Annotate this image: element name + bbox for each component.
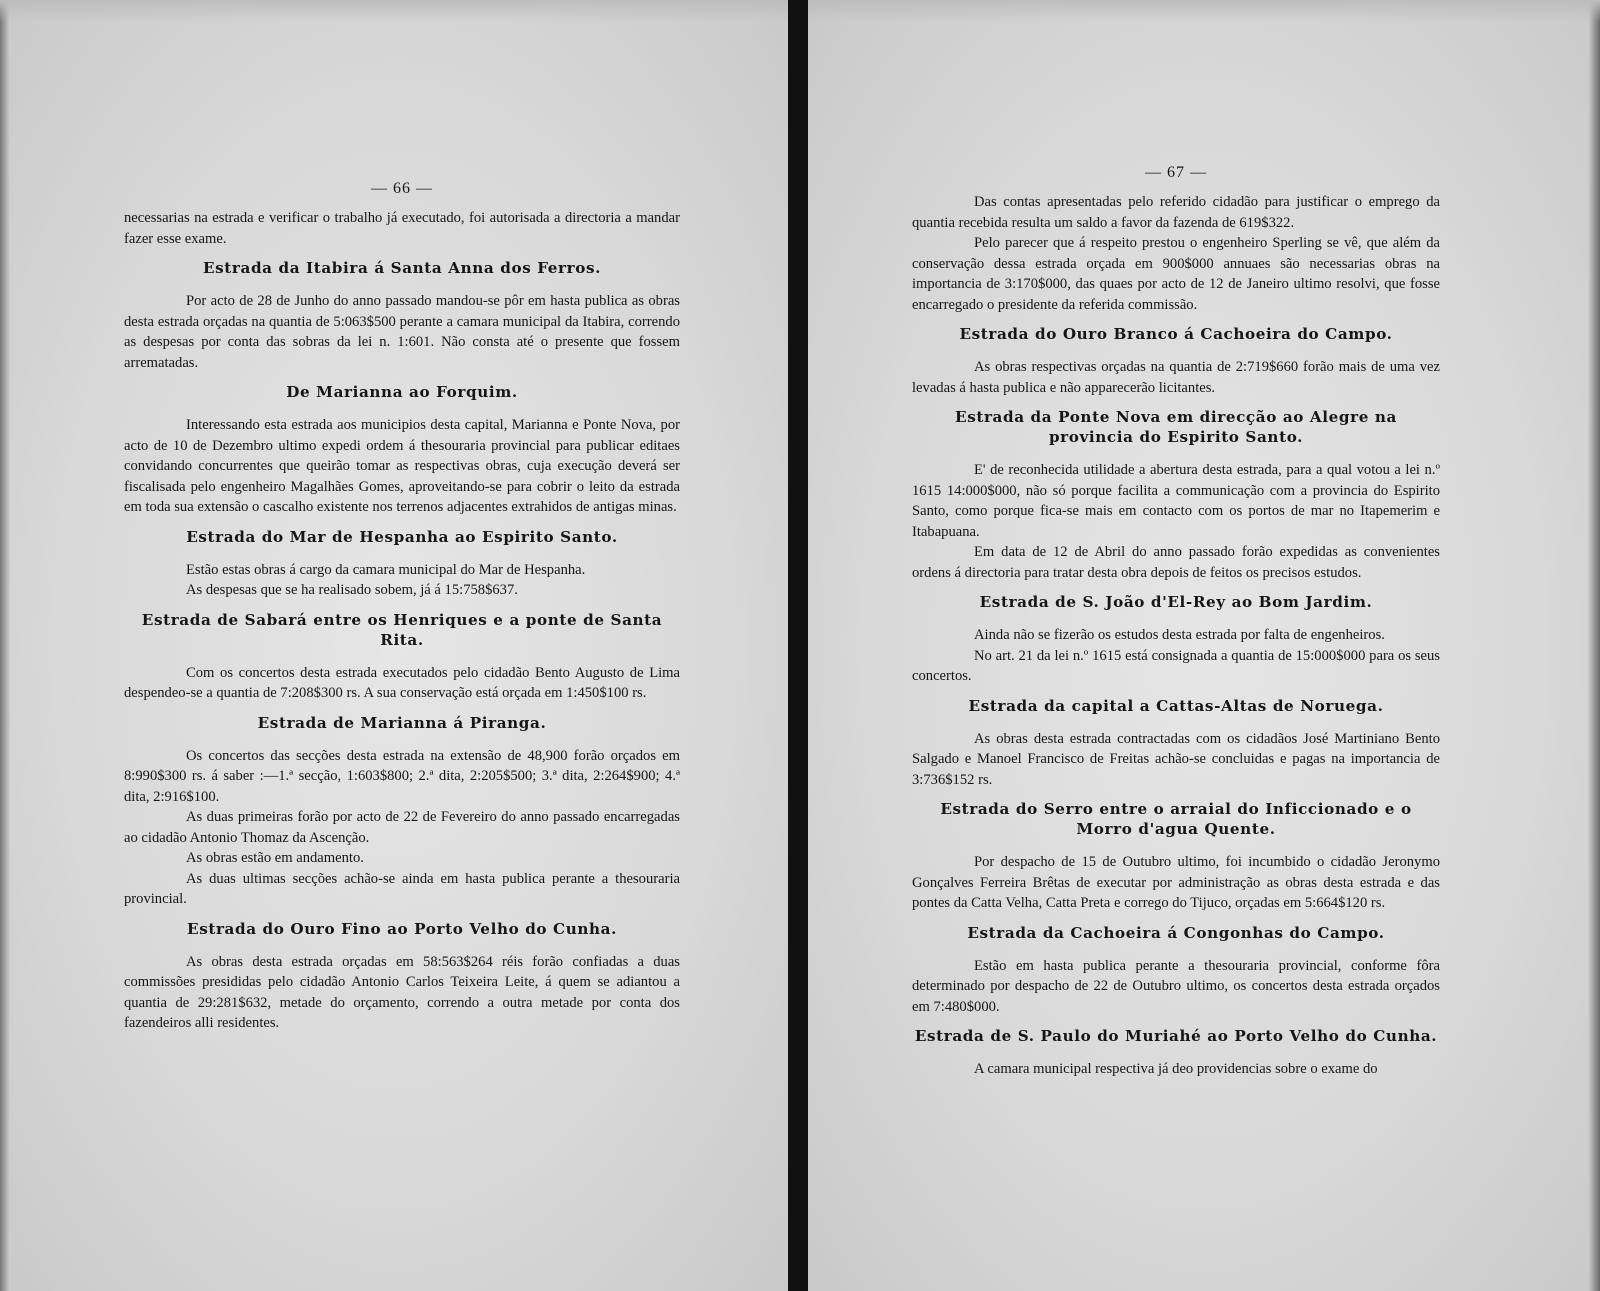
section-heading: Estrada de Sabará entre os Henriques e a ponte de Santa Rita. (141, 610, 663, 649)
paragraph: Interessando esta estrada aos municipios desta capital, Marianna e Ponte Nova, por acto de 10 de Dezembro ultimo expedi ordem á thesouraria provincial para publicar editaes convidando concurrentes que queirão tomar as respectivas obras, cuja execução deverá ser fiscalisada pelo engenheiro Magalhães Gomes, aproveitando-se para cobrir o leito da estrada em toda sua extensão o cascalho existente nos terrenos adjacentes extrahidos de antigas minas. (124, 417, 680, 515)
section-heading: Estrada de Marianna á Piranga. (257, 713, 547, 732)
paragraph: Estão em hasta publica perante a thesouraria provincial, conforme fôra determinado por despacho de 22 de Outubro ultimo, os concertos desta estrada orçados em 7:480$000. (912, 957, 1440, 1015)
paragraph: As obras desta estrada contractadas com os cidadãos José Martiniano Bento Salgado e Manoel Francisco de Freitas achão-se concluidas e pagas na importancia de 3:736$152 rs. (912, 730, 1440, 788)
section-heading: Estrada do Ouro Branco á Cachoeira do Campo. (959, 325, 1393, 343)
section-heading: Estrada do Serro entre o arraial do Inficcionado e o Morro d'agua Quente. (940, 800, 1412, 838)
section-heading: Estrada de S. João d'El-Rey ao Bom Jardim. (979, 593, 1373, 611)
paragraph: As obras respectivas orçadas na quantia de 2:719$660 forão mais de uma vez levadas á hasta publica e não apparecerão licitantes. (912, 359, 1440, 396)
paragraph: Estão estas obras á cargo da camara municipal do Mar de Hespanha. (186, 561, 586, 578)
section-heading: De Marianna ao Forquim. (286, 383, 518, 401)
paragraph: No art. 21 da lei n.º 1615 está consignada a quantia de 15:000$000 para os seus concertos. (912, 647, 1440, 684)
paragraph: As despesas que se ha realisado sobem, já á 15:758$637. (186, 582, 518, 598)
page-edge-right (1588, 0, 1600, 1291)
paragraph: As duas primeiras forão por acto de 22 de Fevereiro do anno passado encarregadas ao cidadão Antonio Thomaz da Ascenção. (124, 809, 680, 846)
book-gutter (788, 0, 808, 1291)
right-page-body (912, 192, 1440, 1080)
paragraph: Com os concertos desta estrada executados pelo cidadão Bento Augusto de Lima despendeo-se a quantia de 7:208$300 rs. A sua conservação está orçada em 1:450$100 rs. (124, 664, 680, 701)
section-heading: Estrada da Itabira á Santa Anna dos Ferros. (202, 259, 602, 277)
section-heading: Estrada da capital a Cattas-Altas de Noruega. (968, 696, 1384, 715)
paragraph: A camara municipal respectiva já deo providencias sobre o exame do (974, 1061, 1378, 1077)
paragraph: Ainda não se fizerão os estudos desta estrada por falta de engenheiros. (974, 627, 1385, 643)
paragraph: As obras estão em andamento. (186, 850, 364, 866)
page-number-left: — 66 — (371, 180, 433, 197)
section-heading: Estrada do Ouro Fino ao Porto Velho do Cunha. (187, 919, 617, 938)
section-heading: Estrada de S. Paulo do Muriahé ao Porto Velho do Cunha. (914, 1027, 1438, 1045)
paragraph: Por acto de 28 de Junho do anno passado mandou-se pôr em hasta publica as obras desta estrada orçadas na quantia de 5:063$500 perante a camara municipal da Itabira, correndo as despesas por conta das sobras da lei n. 1:601. Não consta até o presente que fossem arrematadas. (124, 293, 680, 371)
paragraph: As obras desta estrada orçadas em 58:563$264 réis forão confiadas a duas commissões presididas pelo cidadão Antonio Carlos Teixeira Leite, á quem se adiantou a quantia de 29:281$632, metade do orçamento, correndo a outra metade por conta dos fazendeiros alli residentes. (124, 953, 680, 1031)
right-page (808, 0, 1600, 1291)
left-page (0, 0, 788, 1291)
section-heading: Estrada do Mar de Hespanha ao Espirito Santo. (186, 527, 618, 546)
paragraph: Das contas apresentadas pelo referido cidadão para justificar o emprego da quantia recebida resulta um saldo a favor da fazenda de 619$322. (912, 194, 1440, 231)
paragraph: necessarias na estrada e verificar o trabalho já executado, foi autorisada a directoria a mandar fazer esse exame. (124, 210, 680, 247)
paragraph: Por despacho de 15 de Outubro ultimo, foi incumbido o cidadão Jeronymo Gonçalves Ferreira Brêtas de executar por administração as obras desta estrada e das pontes da Catta Velha, Catta Preta e corrego do Tijuco, orçadas em 5:664$120 rs. (912, 854, 1440, 911)
section-heading: Estrada da Ponte Nova em direcção ao Alegre na provincia do Espirito Santo. (955, 408, 1397, 446)
page-edge-left (0, 0, 10, 1291)
section-heading: Estrada da Cachoeira á Congonhas do Campo. (967, 923, 1385, 942)
paragraph: Em data de 12 de Abril do anno passado forão expedidas as convenientes ordens á directoria para tratar desta obra depois de feitos os precisos estudos. (912, 544, 1440, 581)
paragraph: Pelo parecer que á respeito prestou o engenheiro Sperling se vê, que além da conservação dessa estrada orçada em 900$000 annuaes são necessarias obras na importancia de 3:170$000, das quaes por acto de 12 de Janeiro ultimo resolvi, que fosse encarregado o presidente da referida commissão. (912, 235, 1440, 313)
paragraph: As duas ultimas secções achão-se ainda em hasta publica perante a thesouraria provincial. (124, 870, 680, 907)
left-page-body (124, 208, 680, 1034)
paragraph: Os concertos das secções desta estrada na extensão de 48,900 forão orçados em 8:990$300 rs. á saber :—1.ª secção, 1:603$800; 2.ª dita, 2:205$500; 3.ª dita, 2:264$900; 4.ª dita, 2:916$100. (124, 747, 680, 805)
paragraph: E' de reconhecida utilidade a abertura desta estrada, para a qual votou a lei n.º 1615 14:000$000, não só porque facilita a communicação com a provincia do Espirito Santo, como porque fica-se mais em contacto com os portos de mar no Itapemerim e Itabapuana. (912, 462, 1440, 540)
page-number-right: — 67 — (1145, 164, 1207, 181)
